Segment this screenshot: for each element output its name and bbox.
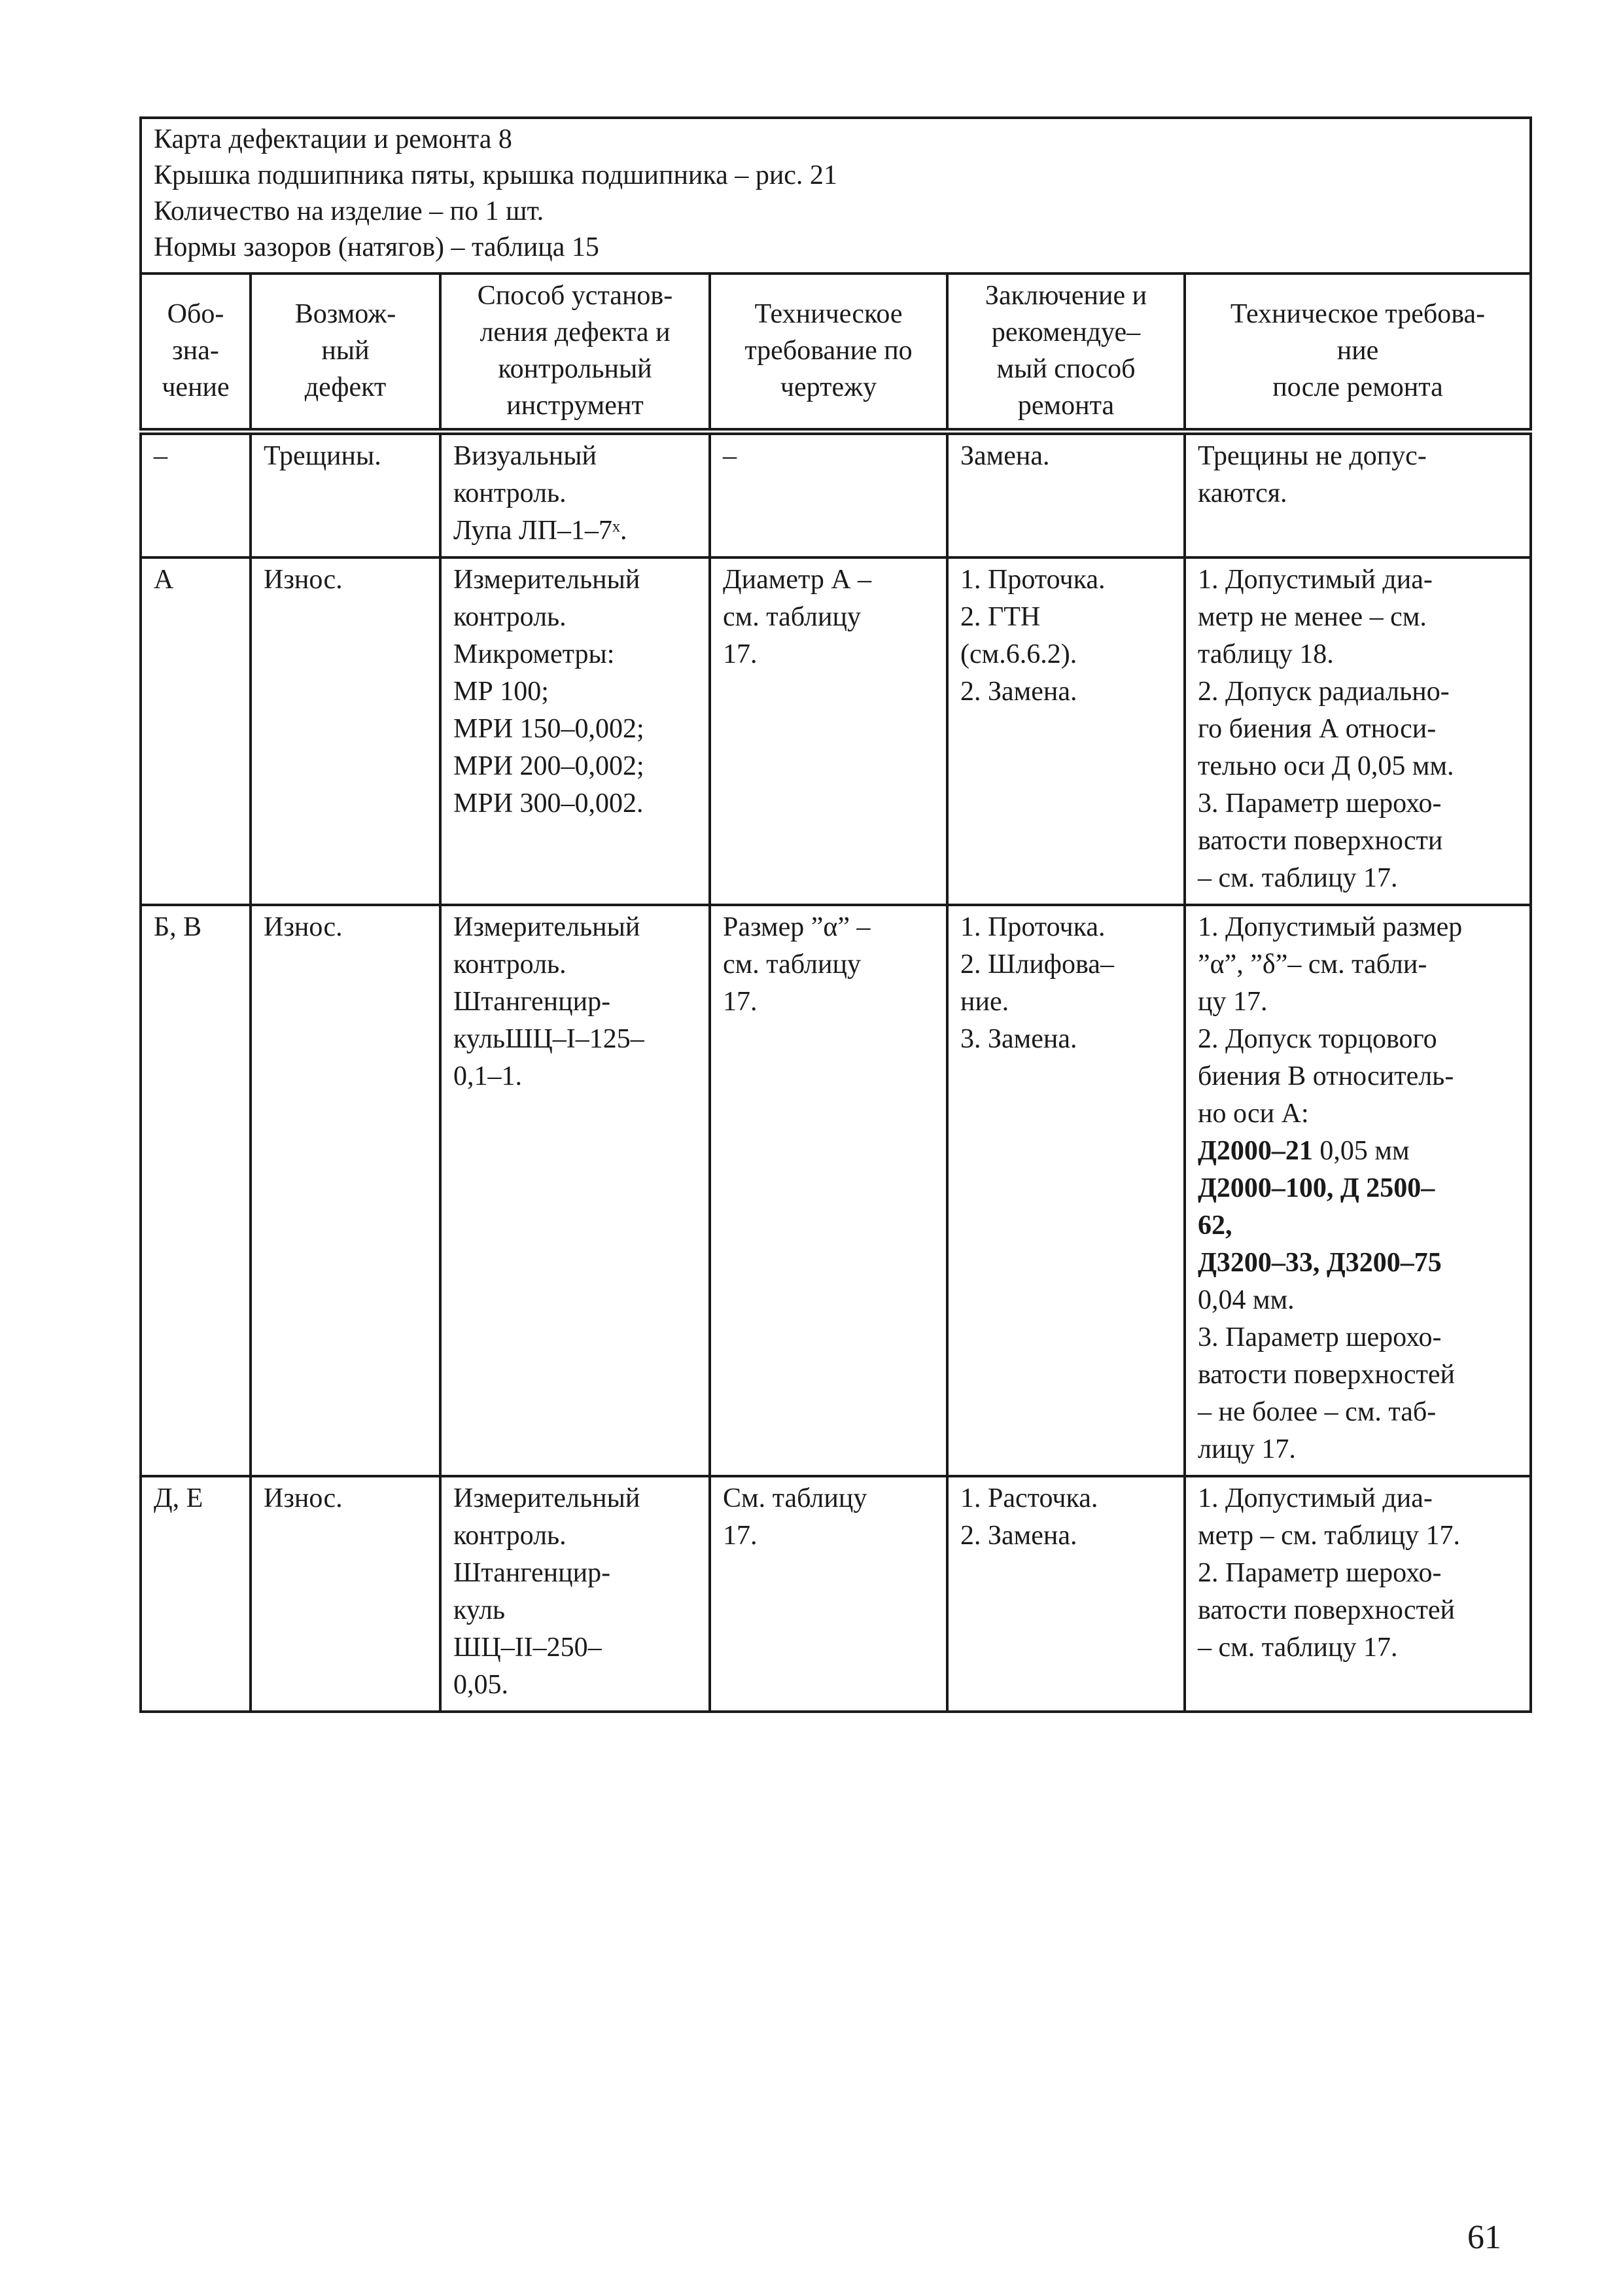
cell-method: Измерительный контроль. Штангенцир- кульШЦ–I–125– 0,1–1.	[440, 905, 710, 1476]
cell-after-repair: 1. Допустимый размер ”α”, ”δ”– см. табли- цу 17. 2. Допуск торцового биения В относитель- но оси А: Д2000–21 0,05 мм Д2000–100, Д 2500– 62, Д3200–33, Д3200–75 0,04 мм. 3. Параметр шерохо- ватости поверхностей – не более – см. таб- лицу 17.	[1185, 905, 1531, 1476]
cell-defect: Трещины.	[251, 432, 440, 558]
cell-repair: 1. Проточка. 2. ГТН (см.6.6.2). 2. Замена.	[947, 557, 1185, 905]
table-row	[141, 432, 1531, 558]
column-header-repair: Заключение и рекомендуе– мый способ ремонта	[947, 274, 1185, 432]
cell-method: Измерительный контроль. Штангенцир- куль ШЦ–II–250– 0,05.	[440, 1476, 710, 1712]
cell-designation: Д, Е	[141, 1476, 251, 1712]
table-row	[141, 905, 1531, 1476]
card-header	[141, 118, 1531, 274]
cell-method: Визуальный контроль. Лупа ЛП–1–7ˣ.	[440, 432, 710, 558]
column-header-requirement: Техническое требование по чертежу	[710, 274, 947, 432]
cell-repair: 1. Расточка. 2. Замена.	[947, 1476, 1185, 1712]
cell-designation: Б, В	[141, 905, 251, 1476]
defect-card-sheet	[139, 116, 1529, 1713]
table-row	[141, 1476, 1531, 1712]
column-header-row	[141, 274, 1531, 432]
clearance-norms-line: Нормы зазоров (натягов) – таблица 15	[154, 232, 599, 262]
cell-requirement: Диаметр А – см. таблицу 17.	[710, 557, 947, 905]
cell-repair: 1. Проточка. 2. Шлифова– ние. 3. Замена.	[947, 905, 1185, 1476]
column-header-after-repair: Техническое требова- ние после ремонта	[1185, 274, 1531, 432]
cell-requirement: Размер ”α” – см. таблицу 17.	[710, 905, 947, 1476]
cell-designation: –	[141, 432, 251, 558]
column-header-designation: Обо- зна- чение	[141, 274, 251, 432]
column-header-method: Способ установ- ления дефекта и контрольный инструмент	[440, 274, 710, 432]
column-header-defect: Возмож- ный дефект	[251, 274, 440, 432]
cell-method: Измерительный контроль. Микрометры: МР 100; МРИ 150–0,002; МРИ 200–0,002; МРИ 300–0,002.	[440, 557, 710, 905]
defect-card-table	[139, 116, 1532, 1713]
part-name: Крышка подшипника пяты, крышка подшипника – рис. 21	[154, 160, 837, 190]
cell-defect: Износ.	[251, 557, 440, 905]
quantity-line: Количество на изделие – по 1 шт.	[154, 196, 544, 226]
page-number: 61	[1467, 2219, 1501, 2256]
cell-after-repair: 1. Допустимый диа- метр не менее – см. таблицу 18. 2. Допуск радиально- го биения А относи- тельно оси Д 0,05 мм. 3. Параметр шерохо- ватости поверхности – см. таблицу 17.	[1185, 557, 1531, 905]
cell-defect: Износ.	[251, 1476, 440, 1712]
cell-after-repair: Трещины не допус- каются.	[1185, 432, 1531, 558]
cell-after-repair: 1. Допустимый диа- метр – см. таблицу 17. 2. Параметр шерохо- ватости поверхностей – см. таблицу 17.	[1185, 1476, 1531, 1712]
cell-requirement: –	[710, 432, 947, 558]
table-row	[141, 557, 1531, 905]
card-header-row	[141, 118, 1531, 274]
cell-requirement: См. таблицу 17.	[710, 1476, 947, 1712]
cell-defect: Износ.	[251, 905, 440, 1476]
cell-designation: А	[141, 557, 251, 905]
card-title: Карта дефектации и ремонта 8	[154, 124, 512, 154]
cell-repair: Замена.	[947, 432, 1185, 558]
